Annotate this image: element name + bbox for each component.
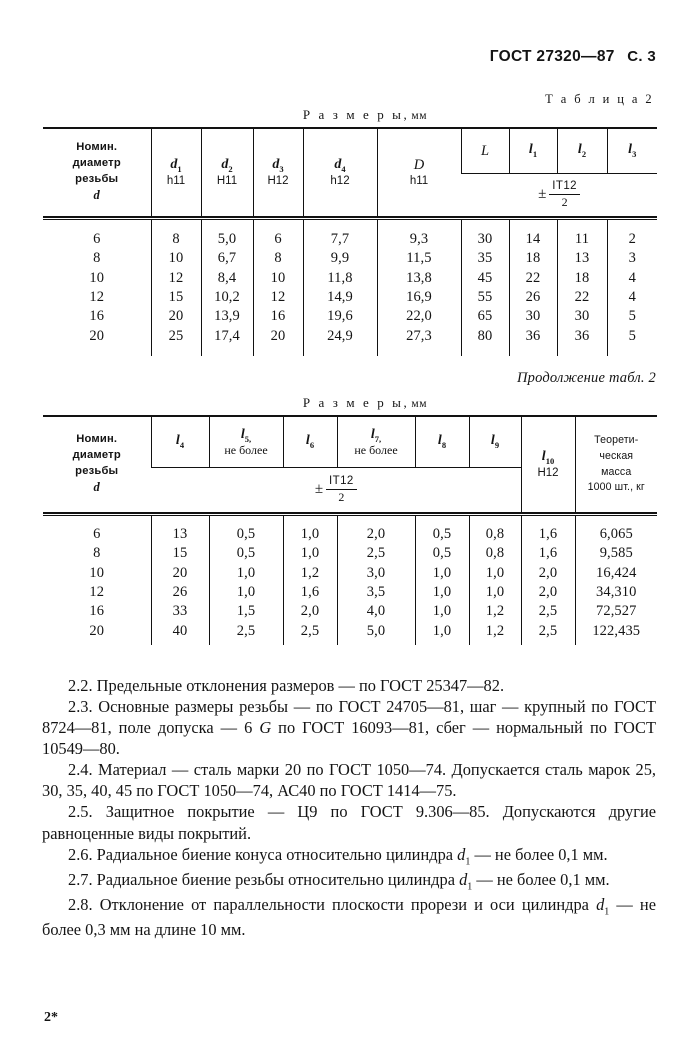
table1-data-stack [43,220,657,356]
cell-l3: 5 [628,327,636,344]
cell-d: 20 [89,622,105,639]
cell-l4: 26 [172,584,188,601]
clause-2-5: 2.5. Защитное покрытие — Ц9 по ГОСТ 9.306—85. Допускаются другие равноценные виды покрытий. [42,802,656,843]
clause-2-2: 2.2. Предельные отклонения размеров — по ГОСТ 25347—82. [68,676,505,695]
cell-l2: 18 [574,269,590,286]
table1-col-data-l1 [509,220,557,356]
cell-l10: 2,0 [538,564,558,581]
cell-l5: 1,0 [236,564,256,581]
cell-l10: 2,0 [538,584,558,601]
table2-rowheader-cell [43,417,151,512]
cell-l1: 22 [525,269,541,286]
col-l4-symbol: l [175,433,180,449]
col-d1-symbol: d [170,156,178,172]
cell-L: 80 [477,327,493,344]
cell-mass: 72,527 [596,603,637,620]
cell-d: 12 [89,289,105,306]
cell-l7: 3,0 [366,564,386,581]
table1-col-l3 [607,129,657,174]
cell-D: 16,9 [406,289,432,306]
table2-header-row [43,417,657,468]
cell-l6: 2,0 [300,603,320,620]
cell-L: 45 [477,269,493,286]
col-l9-symbol: l [490,433,495,449]
cell-l2: 36 [574,327,590,344]
cell-l1: 18 [525,250,541,267]
clause-2-3: 2.3. Основные размеры резьбы — по ГОСТ 24705—81, шаг — крупный по ГОСТ 8724—81, поле допуска — 6 G по ГОСТ 16093—81, сбег — нормальный по ГОСТ 10549—80. [42,697,656,759]
cell-l3: 5 [628,308,636,325]
cell-d3: 8 [274,250,282,267]
cell-d2: 17,4 [214,327,240,344]
col-l3-sub: 3 [632,148,637,159]
table2-col-l5 [209,417,283,468]
cell-l3: 4 [628,289,636,306]
col-d1-sub: 1 [177,163,182,174]
col-d2-sub: 2 [228,163,233,174]
cell-l6: 1,0 [300,526,320,542]
nomdiam-line1: Номин. [76,140,118,153]
clause-2-8: 2.8. Отклонение от параллельности плоскости прорези и оси цилиндра $d_1$ — не более 0,3 мм на длине 10 мм. [42,894,656,939]
cell-l1: 26 [525,289,541,306]
cell-l7: 2,5 [366,545,386,562]
table1-col-d1 [151,129,201,216]
nomdiam-symbol: d [93,480,100,495]
col-l4-sub: 4 [179,439,185,450]
col-d3-sub: 3 [279,163,284,174]
cell-l4: 20 [172,564,188,581]
table2-col-data-l6 [283,516,337,645]
col-l10-tolerance: H12 [537,467,559,480]
nomdiam-line3: резьбы [75,172,119,185]
cell-L: 55 [477,289,493,306]
col-l2-symbol: l [577,142,582,158]
cell-l8: 0,5 [432,526,452,542]
cell-l3: 4 [628,269,636,286]
tolerance-numerator: IT12 [549,181,580,195]
cell-d2: 6,7 [217,250,237,267]
cell-l5: 1,0 [236,584,256,601]
mass-line2: ческая [599,449,634,462]
nomdiam-line2: диаметр [72,448,121,461]
table2-col-data-d [43,516,151,645]
cell-l4: 33 [172,603,188,620]
table2-col-mass [575,417,657,512]
table2-col-data-l4 [151,516,209,645]
table1-col-D [377,129,461,216]
col-l3-symbol: l [628,142,633,158]
col-l6-symbol: l [305,433,310,449]
table1-col-l2 [557,129,607,174]
cell-d: 6 [93,231,101,247]
col-l7-note: не более [354,443,398,458]
cell-l10: 1,6 [538,545,558,562]
cell-d2: 13,9 [214,308,240,325]
table1-col-L [461,129,509,174]
col-l5-symbol: l [240,426,245,442]
table2-data-stack [43,516,657,645]
table2-col-l8 [415,417,469,468]
cell-d3: 10 [270,269,286,286]
cell-l10: 2,5 [538,622,558,639]
col-d4-sub: 4 [341,163,346,174]
cell-l8: 1,0 [432,622,452,639]
col-l7-symbol: l [370,426,375,442]
table2-units-caption [30,395,670,411]
cell-l4: 13 [172,526,188,542]
col-l10-sub: 10 [545,455,555,466]
table1-col-data-d2 [201,220,253,356]
cell-l9: 1,2 [485,622,505,639]
col-l5-sub: 5, [244,433,252,444]
cell-l9: 0,8 [485,545,505,562]
cell-l5: 0,5 [236,545,256,562]
cell-d3: 6 [274,231,282,247]
cell-D: 27,3 [406,327,432,344]
mass-line1: Теорети- [594,433,639,446]
cell-d3: 16 [270,308,286,325]
cell-l9: 0,8 [485,526,505,542]
standard-designation: ГОСТ 27320—87 [489,48,615,65]
cell-l7: 4,0 [366,603,386,620]
table2-col-data-l5 [209,516,283,645]
cell-l8: 1,0 [432,584,452,601]
col-l1-symbol: l [528,142,533,158]
col-l9-sub: 9 [494,439,500,450]
cell-mass: 6,065 [599,526,633,542]
cell-D: 11,5 [406,250,432,267]
cell-d: 6 [93,526,101,542]
cell-l2: 30 [574,308,590,325]
sizes-unit: мм [411,110,428,122]
cell-l6: 1,2 [300,564,320,581]
cell-l7: 2,0 [366,526,386,542]
table1-col-d2 [201,129,253,216]
col-l5-note: не более [224,443,268,458]
cell-l7: 5,0 [366,622,386,639]
col-d1-tolerance: h11 [166,175,186,188]
cell-l1: 30 [525,308,541,325]
cell-l1: 14 [525,231,541,247]
cell-d: 12 [89,584,105,601]
cell-L: 65 [477,308,493,325]
cell-d4: 19,6 [327,308,353,325]
cell-l4: 40 [172,622,188,639]
dimensions-table-2 [43,415,657,645]
table1-tolerance-band [461,174,657,217]
col-D-symbol: D [413,156,425,173]
cell-d: 10 [89,564,105,581]
cell-D: 9,3 [409,231,429,247]
cell-l8: 1,0 [432,603,452,620]
col-l1-sub: 1 [532,148,538,159]
signature-mark: 2* [44,1010,58,1025]
col-L-symbol: L [480,142,490,159]
table1-units-caption [30,107,670,123]
sizes-label: Р а з м е р ы, [302,395,410,410]
cell-d3: 12 [270,289,286,306]
table1-col-data-l2 [557,220,607,356]
sizes-unit: мм [411,398,428,410]
tolerance-sign: ± [314,481,324,498]
cell-d1: 8 [172,231,180,247]
cell-l3: 2 [628,231,636,247]
cell-d4: 14,9 [327,289,353,306]
col-d3-symbol: d [272,156,280,172]
cell-d2: 5,0 [217,231,237,247]
nomdiam-line1: Номин. [76,432,118,445]
table1-rowheader-cell [43,129,151,216]
mass-line3: масса [601,465,632,478]
mass-line4: 1000 шт., кг [587,481,645,494]
cell-D: 22,0 [406,308,432,325]
cell-l3: 3 [628,250,636,267]
cell-l9: 1,2 [485,603,505,620]
running-header [30,0,670,66]
cell-l5: 2,5 [236,622,256,639]
table2-col-data-l9 [469,516,521,645]
table1-col-d3 [253,129,303,216]
table1-col-data-L [461,220,509,356]
col-d2-tolerance: H11 [216,175,238,188]
cell-mass: 34,310 [596,584,637,601]
table2-col-l7 [337,417,415,468]
cell-d1: 10 [168,250,184,267]
tolerance-sign: ± [538,186,547,203]
table-2-caption: Т а б л и ц а 2 [545,92,654,106]
cell-d4: 11,8 [327,269,353,286]
col-l8-symbol: l [437,433,442,449]
sizes-label: Р а з м е р ы, [302,107,410,122]
table1-col-data-d3 [253,220,303,356]
nomdiam-line2: диаметр [72,156,121,169]
cell-mass: 16,424 [596,564,637,581]
cell-d2: 10,2 [214,289,240,306]
table1-col-data-d1 [151,220,201,356]
col-l8-sub: 8 [441,439,447,450]
tolerance-denominator: 2 [561,195,568,210]
nomdiam-line3: резьбы [75,464,119,477]
cell-d: 16 [89,308,105,325]
table2-col-l4 [151,417,209,468]
table1-grid [43,129,657,216]
table2-col-data-mass [575,516,657,645]
cell-mass: 122,435 [592,622,641,639]
cell-l2: 11 [574,231,590,247]
col-l6-sub: 6 [309,439,315,450]
cell-d4: 9,9 [330,250,350,267]
col-d2-symbol: d [221,156,229,172]
table1-col-data-D [377,220,461,356]
cell-d1: 15 [168,289,184,306]
cell-l6: 2,5 [300,622,320,639]
table2-tolerance-band [151,468,521,513]
cell-l9: 1,0 [485,584,505,601]
col-l2-sub: 2 [581,148,587,159]
table2-grid [43,417,657,512]
col-d4-symbol: d [334,156,342,172]
tolerance-denominator: 2 [338,490,345,505]
cell-d2: 8,4 [217,269,237,286]
cell-l2: 13 [574,250,590,267]
clauses-section [30,675,670,940]
cell-l6: 1,0 [300,545,320,562]
cell-d1: 20 [168,308,184,325]
cell-L: 30 [477,231,493,247]
clause-2-6: 2.6. Радиальное биение конуса относительно цилиндра $d_1$ — не более 0,1 мм. [68,844,608,867]
page-number: С. 3 [627,48,656,65]
table1-col-data-d4 [303,220,377,356]
col-d3-tolerance: H12 [267,175,289,188]
col-d4-tolerance: h12 [330,175,350,188]
cell-d1: 25 [168,327,184,344]
clause-2-7: 2.7. Радиальное биение резьбы относительно цилиндра $d_1$ — не более 0,1 мм. [68,869,610,893]
cell-d: 8 [93,250,101,267]
cell-l5: 0,5 [236,526,256,542]
table1-col-data-l3 [607,220,657,356]
dimensions-table-1 [43,127,657,356]
cell-d: 8 [93,545,101,562]
cell-d: 20 [89,327,105,344]
cell-L: 35 [477,250,493,267]
col-D-tolerance: h11 [409,174,429,187]
cell-d4: 24,9 [327,327,353,344]
cell-d3: 20 [270,327,286,344]
table1-data-grid [43,220,657,356]
cell-l6: 1,6 [300,584,320,601]
cell-d1: 12 [168,269,184,286]
table1-col-data-d [43,220,151,356]
table2-col-l10 [521,417,575,512]
cell-d: 10 [89,269,105,286]
cell-l5: 1,5 [236,603,256,620]
table2-col-l9 [469,417,521,468]
cell-l2: 22 [574,289,590,306]
col-l10-symbol: l [541,448,546,464]
cell-l7: 3,5 [366,584,386,601]
cell-l10: 2,5 [538,603,558,620]
cell-l8: 0,5 [432,545,452,562]
cell-d: 16 [89,603,105,620]
clause-2-4: 2.4. Материал — сталь марки 20 по ГОСТ 1050—74. Допускается сталь марок 25, 30, 35, 40, 45 по ГОСТ 1050—74, АС40 по ГОСТ 1414—75. [42,760,656,801]
cell-mass: 9,585 [599,545,633,562]
table2-continuation-caption: Продолжение табл. 2 [516,370,656,386]
cell-l9: 1,0 [485,564,505,581]
table1-col-l1 [509,129,557,174]
table2-col-data-l8 [415,516,469,645]
table2-col-l6 [283,417,337,468]
table2-col-data-l7 [337,516,415,645]
tolerance-numerator: IT12 [326,476,357,490]
cell-l8: 1,0 [432,564,452,581]
table2-col-data-l10 [521,516,575,645]
table1-col-d4 [303,129,377,216]
cell-l10: 1,6 [538,526,558,542]
table2-data-grid [43,516,657,645]
cell-D: 13,8 [406,269,432,286]
cell-l4: 15 [172,545,188,562]
table1-header-row [43,129,657,174]
cell-l1: 36 [525,327,541,344]
col-l7-sub: 7, [374,433,382,444]
nomdiam-symbol: d [93,188,100,203]
cell-d4: 7,7 [330,231,350,247]
